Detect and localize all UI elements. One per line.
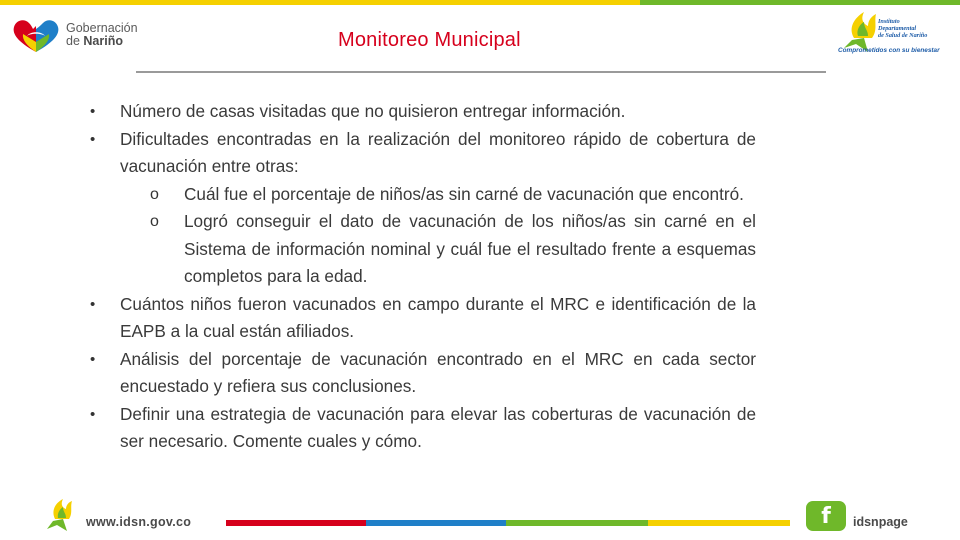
list-item <box>90 98 756 126</box>
org-name <box>66 22 138 48</box>
idsn-line2: Departamental <box>878 25 917 32</box>
sub-bullet: o <box>150 185 159 203</box>
content-list <box>90 98 756 456</box>
facebook-icon[interactable] <box>806 501 846 531</box>
list-item <box>90 346 756 401</box>
list-item-text: Número de casas visitadas que no quisieron entregar información. <box>120 101 626 121</box>
page-title: Monitoreo Municipal <box>338 29 521 51</box>
header-divider <box>136 71 826 73</box>
list-item-text: Cuántos niños fueron vacunados en campo durante el MRC e identificación de la EAPB a la cual están afiliados. <box>120 293 756 341</box>
bullet: • <box>90 130 96 148</box>
org-line1: Gobernación <box>66 21 138 35</box>
sub-list-item-text: Logró conseguir el dato de vacunación de los niños/as sin carné en el Sistema de información nominal y cuál fue el resultado frente a esquemas completos para la edad. <box>184 211 756 286</box>
idsn-name <box>878 18 927 39</box>
facebook-glyph: f <box>821 504 831 529</box>
org-line2-bold: Nariño <box>83 34 123 48</box>
website-link[interactable]: www.idsn.gov.co <box>86 515 192 529</box>
bullet: • <box>90 350 96 368</box>
bullet: • <box>90 295 96 313</box>
idsn-tagline: Comprometidos con su bienestar <box>838 47 940 54</box>
list-item <box>90 291 756 346</box>
sub-list-item-text: Cuál fue el porcentaje de niños/as sin carné de vacunación que encontró. <box>184 183 744 204</box>
footer-color-bar <box>226 520 790 526</box>
list-item-text: Definir una estrategia de vacunación para elevar las coberturas de vacunación de ser necesario. Comente cuales y cómo. <box>120 403 756 451</box>
list-item <box>90 401 756 456</box>
bullet: • <box>90 405 96 423</box>
org-line2-prefix: de <box>66 34 84 48</box>
bullet: • <box>90 103 96 120</box>
list-item-text: Dificultades encontradas en la realización del monitoreo rápido de cobertura de vacunación entre otras: <box>120 128 756 176</box>
idsn-line1: Instituto <box>878 18 900 25</box>
idsn-line3: de Salud de Nariño <box>878 32 928 39</box>
sub-list-item <box>90 181 756 209</box>
sub-list-item <box>90 208 756 291</box>
list-item-text: Análisis del porcentaje de vacunación encontrado en el MRC en cada sector encuestado y refiera sus conclusiones. <box>120 348 756 396</box>
facebook-page-link[interactable]: idsnpage <box>853 515 908 529</box>
idsn-flame-logo-icon <box>45 497 81 533</box>
top-color-bar <box>0 0 960 5</box>
sub-bullet: o <box>150 213 159 230</box>
list-item <box>90 126 756 181</box>
